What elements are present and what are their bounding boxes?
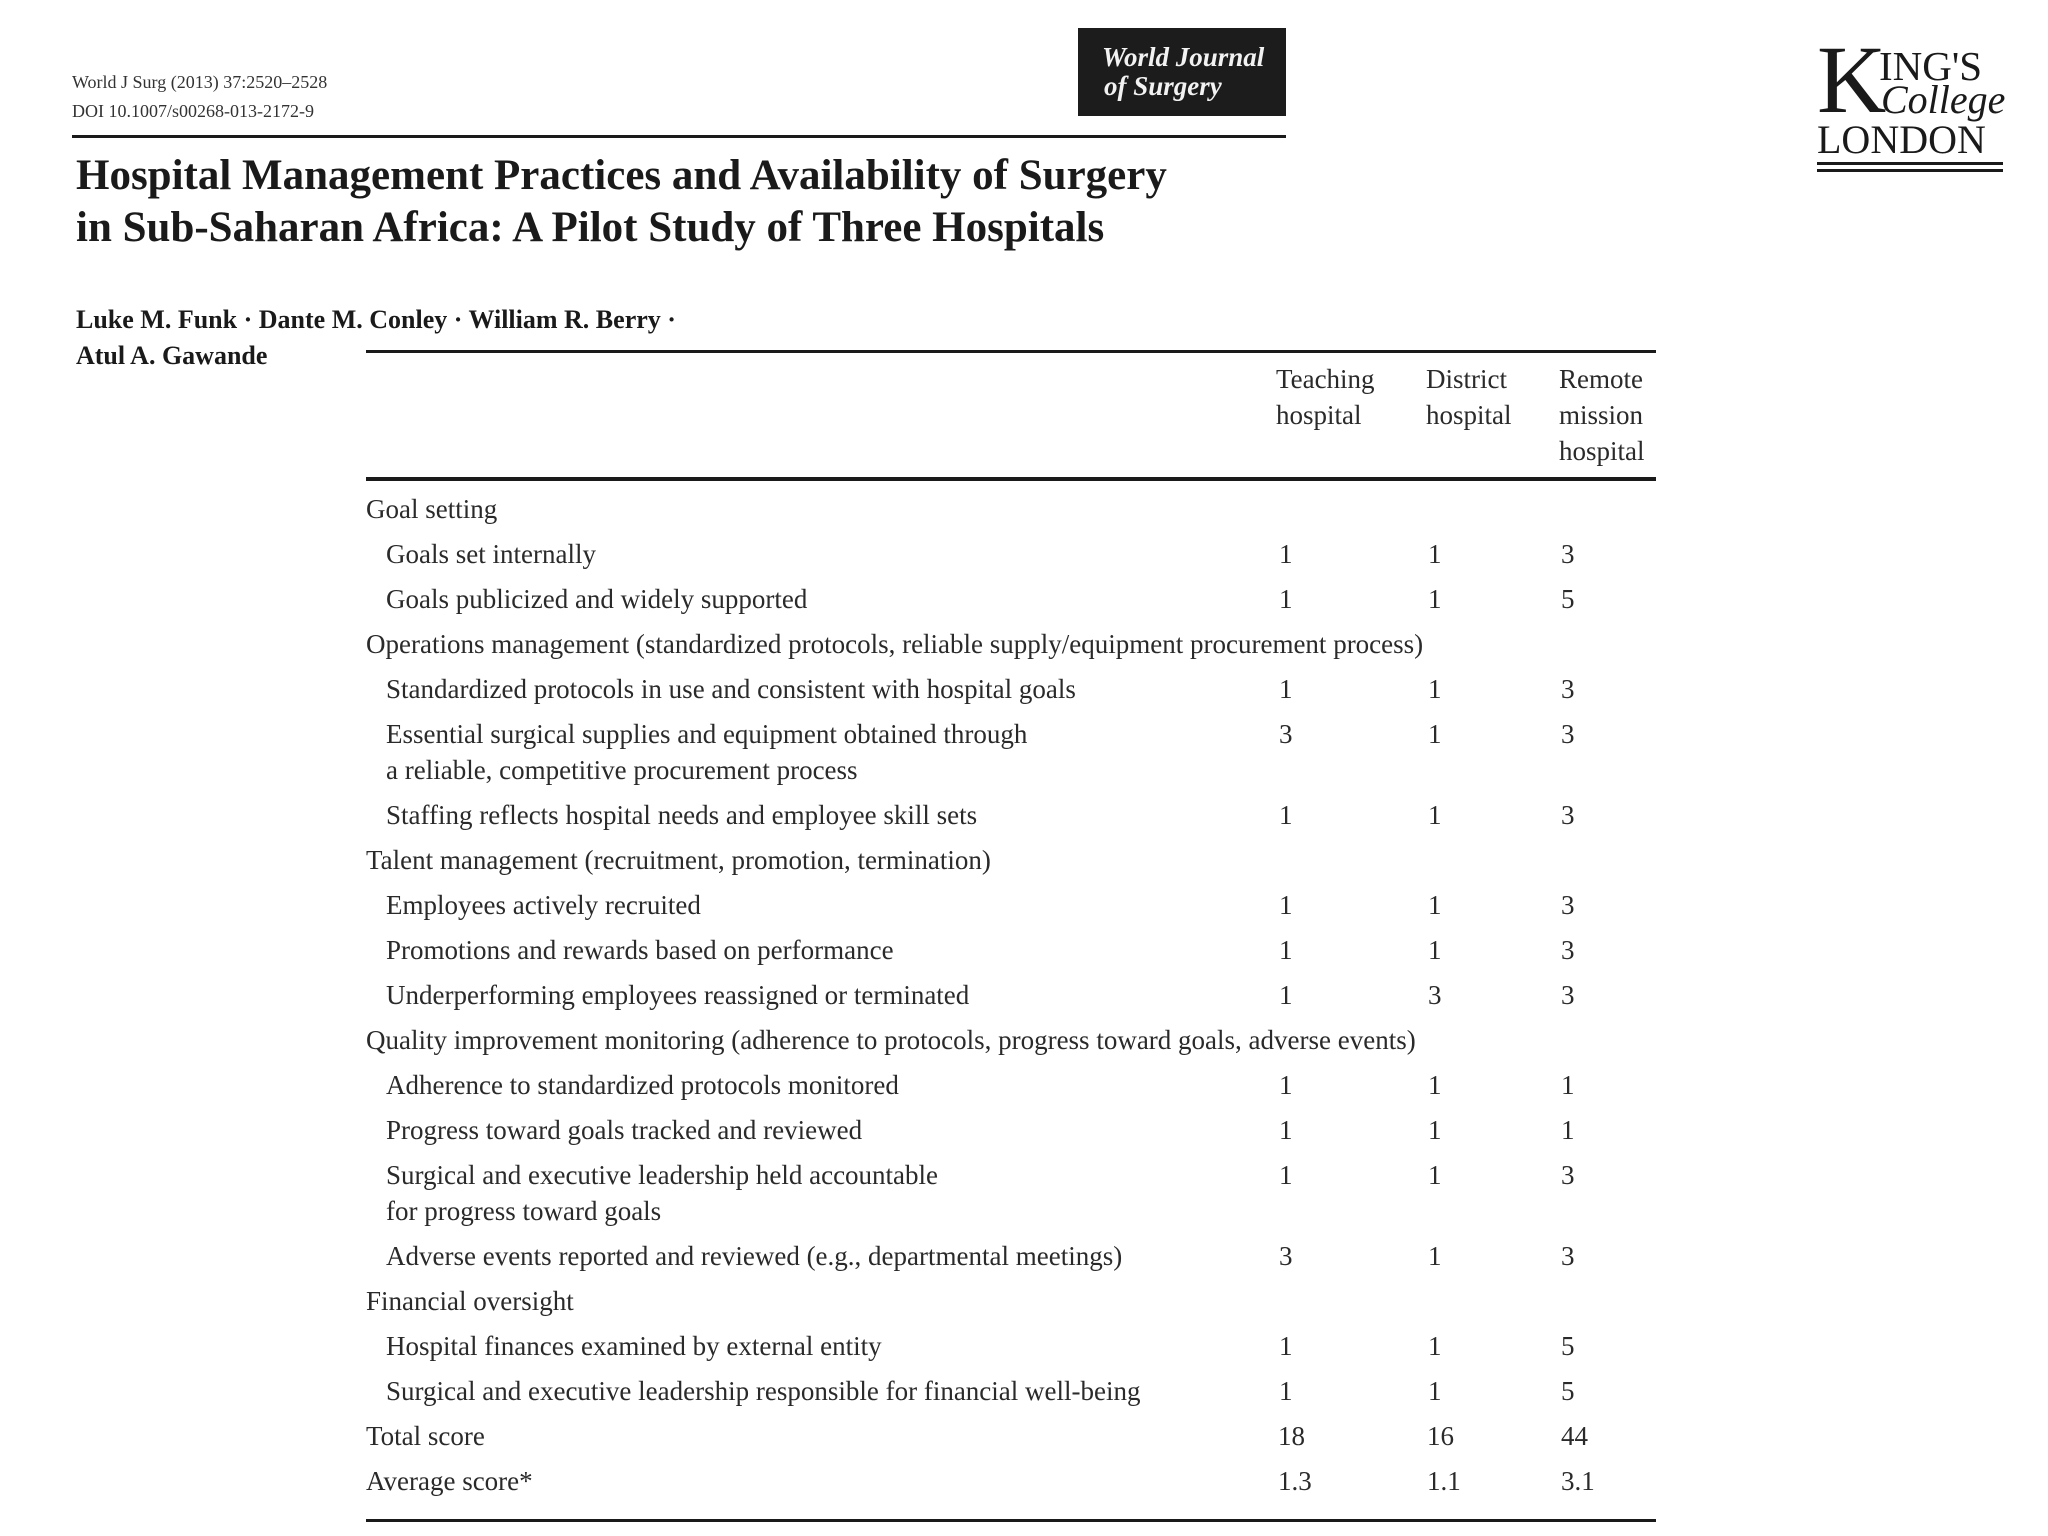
- citation-journal-volume: World J Surg (2013) 37:2520–2528: [72, 72, 328, 92]
- kcl-logo-rule: [1817, 162, 2003, 165]
- district-hospital-score: 1.1: [1427, 1466, 1461, 1496]
- district-hospital-score: 3: [1428, 980, 1442, 1010]
- row-label: Total score: [366, 1421, 485, 1451]
- table-header: [366, 353, 1656, 477]
- remote-mission-hospital-score: 5: [1561, 1331, 1575, 1361]
- district-hospital-score: 1: [1428, 584, 1442, 614]
- row-label: Goals set internally: [386, 539, 596, 569]
- district-hospital-score: 1: [1428, 539, 1442, 569]
- teaching-hospital-score: 1: [1279, 935, 1293, 965]
- district-hospital-score: 1: [1428, 1331, 1442, 1361]
- remote-mission-hospital-score: 3: [1561, 1160, 1575, 1190]
- district-hospital-score: 1: [1428, 935, 1442, 965]
- total-score-row: [366, 1418, 1656, 1463]
- row-label: Adverse events reported and reviewed (e.g., departmental meetings): [386, 1241, 1123, 1271]
- teaching-hospital-score: 1: [1279, 584, 1293, 614]
- teaching-hospital-score: 3: [1279, 1241, 1293, 1271]
- table-section-row: [366, 626, 1656, 671]
- teaching-hospital-score: 1: [1279, 674, 1293, 704]
- citation-block: [72, 68, 327, 126]
- table-row: [366, 536, 1656, 581]
- district-hospital-score: 1: [1428, 1160, 1442, 1190]
- remote-mission-hospital-score: 5: [1561, 1376, 1575, 1406]
- paper-title: Hospital Management Practices and Availability of Surgery in Sub-Saharan Africa: A Pilot Study of Three Hospitals: [76, 152, 1167, 251]
- header-rule: [72, 135, 1286, 138]
- teaching-hospital-score: 1: [1279, 539, 1293, 569]
- row-label: Underperforming employees reassigned or terminated: [386, 980, 970, 1010]
- row-label: Essential surgical supplies and equipment obtained through a reliable, competitive procurement process: [386, 719, 1028, 785]
- remote-mission-hospital-score: 3: [1561, 674, 1575, 704]
- table-section-row: [366, 491, 1656, 536]
- kcl-logo-college: College: [1881, 77, 2006, 122]
- teaching-hospital-score: 1: [1279, 800, 1293, 830]
- table-header-rule: [366, 477, 1656, 481]
- table-body: [366, 491, 1656, 1503]
- district-hospital-score: 1: [1428, 800, 1442, 830]
- district-hospital-score: 1: [1428, 890, 1442, 920]
- remote-mission-hospital-score: 1: [1561, 1070, 1575, 1100]
- teaching-hospital-score: 1: [1279, 1070, 1293, 1100]
- table-section-row: [366, 842, 1656, 887]
- teaching-hospital-score: 1: [1279, 890, 1293, 920]
- remote-mission-hospital-score: 3: [1561, 800, 1575, 830]
- section-label: Goal setting: [366, 494, 498, 524]
- row-label: Average score*: [366, 1466, 533, 1496]
- teaching-hospital-score: 3: [1279, 719, 1293, 749]
- table-bottom-rule: [366, 1519, 1656, 1522]
- scores-table: [366, 350, 1656, 1522]
- row-label: Adherence to standardized protocols monitored: [386, 1070, 899, 1100]
- table-section-row: [366, 1022, 1656, 1067]
- kcl-logo-ings: ING'S: [1879, 43, 1983, 89]
- table-row: [366, 1238, 1656, 1283]
- average-score-row: [366, 1463, 1656, 1503]
- remote-mission-hospital-score: 3: [1561, 719, 1575, 749]
- row-label: Standardized protocols in use and consistent with hospital goals: [386, 674, 1076, 704]
- column-header-remote-mission-hospital: Remote mission hospital: [1559, 364, 1645, 466]
- row-label: Surgical and executive leadership responsible for financial well-being: [386, 1376, 1141, 1406]
- table-row: [366, 1373, 1656, 1418]
- teaching-hospital-score: 1: [1279, 1160, 1293, 1190]
- table-row: [366, 797, 1656, 842]
- teaching-hospital-score: 18: [1278, 1421, 1305, 1451]
- remote-mission-hospital-score: 3: [1561, 1241, 1575, 1271]
- table-row: [366, 1112, 1656, 1157]
- row-label: Surgical and executive leadership held accountable for progress toward goals: [386, 1160, 939, 1226]
- row-label: Goals publicized and widely supported: [386, 584, 808, 614]
- table-row: [366, 581, 1656, 626]
- row-label: Hospital finances examined by external entity: [386, 1331, 882, 1361]
- district-hospital-score: 16: [1427, 1421, 1454, 1451]
- teaching-hospital-score: 1: [1279, 1115, 1293, 1145]
- row-label: Promotions and rewards based on performance: [386, 935, 894, 965]
- teaching-hospital-score: 1: [1279, 1376, 1293, 1406]
- journal-logo: [1078, 28, 1286, 116]
- column-header-teaching-hospital: Teaching hospital: [1276, 364, 1375, 430]
- journal-logo-line2: of Surgery: [1104, 71, 1222, 101]
- author-list: Luke M. Funk · Dante M. Conley · William R. Berry · Atul A. Gawande: [76, 305, 676, 370]
- section-label: Financial oversight: [366, 1286, 574, 1316]
- remote-mission-hospital-score: 3: [1561, 980, 1575, 1010]
- kcl-logo-k: K: [1817, 26, 1887, 133]
- kcl-logo-rule: [1817, 169, 2003, 172]
- district-hospital-score: 1: [1428, 1241, 1442, 1271]
- journal-logo-line1: World Journal: [1102, 42, 1265, 72]
- kcl-logo-london: LONDON: [1817, 117, 1986, 162]
- district-hospital-score: 1: [1428, 1115, 1442, 1145]
- remote-mission-hospital-score: 44: [1561, 1421, 1588, 1451]
- district-hospital-score: 1: [1428, 1376, 1442, 1406]
- table-row: [366, 1067, 1656, 1112]
- teaching-hospital-score: 1.3: [1278, 1466, 1312, 1496]
- column-header-district-hospital: District hospital: [1426, 364, 1512, 430]
- district-hospital-score: 1: [1428, 674, 1442, 704]
- table-row: [366, 977, 1656, 1022]
- citation-doi: DOI 10.1007/s00268-013-2172-9: [72, 101, 314, 121]
- remote-mission-hospital-score: 3: [1561, 890, 1575, 920]
- section-label: Quality improvement monitoring (adherence to protocols, progress toward goals, adverse events): [366, 1025, 1416, 1055]
- district-hospital-score: 1: [1428, 1070, 1442, 1100]
- kings-college-london-logo: [1817, 26, 2006, 172]
- remote-mission-hospital-score: 3: [1561, 935, 1575, 965]
- row-label: Employees actively recruited: [386, 890, 701, 920]
- remote-mission-hospital-score: 3.1: [1561, 1466, 1595, 1496]
- remote-mission-hospital-score: 5: [1561, 584, 1575, 614]
- row-label: Staffing reflects hospital needs and employee skill sets: [386, 800, 978, 830]
- section-label: Talent management (recruitment, promotion, termination): [366, 845, 991, 875]
- district-hospital-score: 1: [1428, 719, 1442, 749]
- table-row: [366, 1157, 1656, 1238]
- remote-mission-hospital-score: 1: [1561, 1115, 1575, 1145]
- table-row: [366, 716, 1656, 797]
- section-label: Operations management (standardized protocols, reliable supply/equipment procurement process): [366, 629, 1424, 659]
- teaching-hospital-score: 1: [1279, 1331, 1293, 1361]
- table-row: [366, 887, 1656, 932]
- remote-mission-hospital-score: 3: [1561, 539, 1575, 569]
- table-row: [366, 1328, 1656, 1373]
- teaching-hospital-score: 1: [1279, 980, 1293, 1010]
- table-section-row: [366, 1283, 1656, 1328]
- table-row: [366, 671, 1656, 716]
- row-label: Progress toward goals tracked and reviewed: [386, 1115, 863, 1145]
- table-row: [366, 932, 1656, 977]
